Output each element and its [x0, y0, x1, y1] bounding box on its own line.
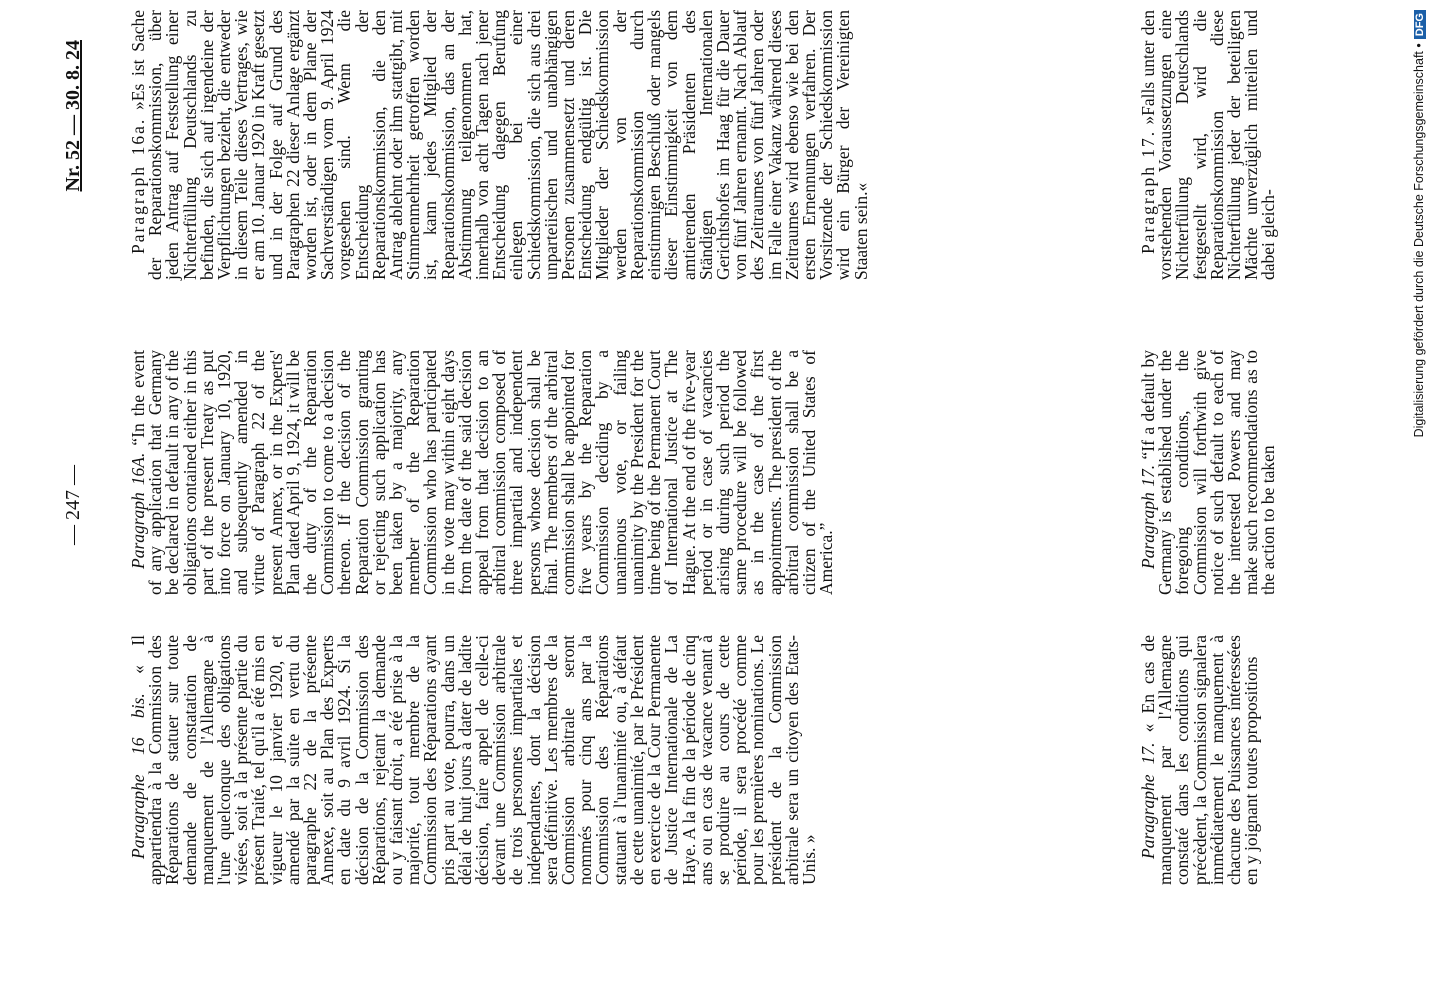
paragraph-heading: Paragraph 16a.	[128, 117, 148, 254]
paragraph-heading: Paragraphe 17.	[1138, 742, 1158, 859]
paragraph-body: “If a default by Germany is established under the foregoing conditions, the Commission will forthwith give notice of such default to each of the interested Powers and may make such recommendations as to the action to be taken	[1138, 350, 1279, 595]
french-paragraph-16bis	[130, 635, 818, 885]
paragraph-heading: Paragraphe 16 bis.	[128, 693, 148, 859]
paragraph-heading: Paragraph 17.	[1138, 464, 1158, 569]
paragraph-body: »Es ist Sache der Reparationskommission, über jeden Antrag auf Feststellung einer Nichterfüllung Deutschlands zu befinden, die sich auf irgendeine der Verpflichtungen bezieht, die entweder in diesem Teile dieses Vertrages, wie er am 10. Januar 1920 in Kraft gesetzt und in der Folge auf Grund des Paragraphen 22 dieser Anlage ergänzt worden ist, oder in dem Plane der Sachverständigen vom 9. April 1924 vorgesehen sind. Wenn die Entscheidung der Reparationskommission, die den Antrag ablehnt oder ihm stattgibt, mit Stimmenmehrheit getroffen worden ist, kann jedes Mitglied der Reparationskommission, das an der Abstimmung teilgenommen hat, innerhalb von acht Tagen nach jener Entscheidung dagegen Berufung einlegen bei einer Schiedskommission, die sich aus drei unparteiischen und unabhängigen Personen zusammensetzt und deren Entscheidung endgültig ist. Die Mitglieder der Schiedskommission werden von der Reparationskommission durch einstimmigen Beschluß oder mangels dieser Einstimmigkeit von dem amtierenden Präsidenten des Ständigen Internationalen Gerichtshofes im Haag für die Dauer von fünf Jahren ernannt. Nach Ablauf des Zeitraumes von fünf Jahren oder im Falle einer Vakanz während dieses Zeitraumes wird ebenso wie bei den ersten Ernennungen verfahren. Der Vorsitzende der Schiedskommission wird ein Bürger der Vereinigten Staaten sein.«	[128, 10, 871, 280]
paragraph-body: »Falls unter den vorstehenden Voraussetzungen eine Nichterfüllung Deutschlands festgestellt wird, wird die Reparationskommission diese Nichterfüllung jeder der beteiligten Mächte unverzüglich mitteilen und dabei gleich-	[1138, 10, 1279, 280]
page-header	[62, 40, 102, 970]
issue-number: Nr. 52 — 30. 8. 24	[62, 40, 84, 192]
paragraph-body: “In the event of any application that Germany be declared in default in any of the obligations contained either in this part of the present Treaty as put into force on January 10, 1920, and subsequently amended in virtue of Paragraph 22 of the present Annex, or in the Experts' Plan dated April 9, 1924, it will be the duty of the Reparation Commission to come to a decision thereon. If the decision of the Reparation Commission granting or rejecting such application has been taken by a majority, any member of the Reparation Commission who has participated in the vote may within eight days from the date of the said decision appeal from that decision to an arbitral commission composed of three impartial and independent persons whose decision shall be final. The members of the arbitral commission shall be appointed for five years by the Reparation Commission deciding by a unanimous vote, or failing unanimity by the President for the time being of the Permanent Court of International Justice at The Hague. At the end of the five-year period or in case of vacancies arising during such period the same procedure will be followed as in the case of the first appointments. The president of the arbitral commission shall be a citizen of the United States of America.”	[128, 350, 837, 595]
page-number: — 247 —	[62, 465, 84, 545]
dfg-logo: DFG	[1414, 10, 1426, 39]
english-paragraph-17	[1140, 350, 1278, 595]
dfg-watermark	[1412, 10, 1426, 990]
german-paragraph-16a	[130, 10, 870, 280]
paragraph-body: « Il appartiendra à la Commission des Réparations de statuer sur toute demande de constatation de manquement de l'Allemagne à l'une quelconque des obligations visées, soit à la présente partie du présent Traité, tel qu'il a été mis en vigueur le 10 janvier 1920, et amendé par la suite en vertu du paragraphe 22 de la présente Annexe, soit au Plan des Experts en date du 9 avril 1924. Si la décision de la Commission des Réparations, rejetant la demande ou y faisant droit, a été prise à la majorité, tout membre de la Commission des Réparations ayant pris part au vote, pourra, dans un délai de huit jours à dater de ladite décision, faire appel de celle-ci devant une Commission arbitrale de trois personnes impartiales et indépendantes, dont la décision sera définitive. Les membres de la Commission arbitrale seront nommés pour cinq ans par la Commission des Réparations statuant à l'unanimité ou, à défaut de cette unanimité, par le Président en exercice de la Cour Permanente de Justice Internationale de La Haye. A la fin de la période de cinq ans ou en cas de vacance venant à se produire au cours de cette période, il sera procédé comme pour les premières nominations. Le président de la Commission arbitrale sera un citoyen des Etats-Unis. »	[128, 635, 819, 885]
french-paragraph-17	[1140, 635, 1260, 885]
watermark-text: Digitalisierung gefördert durch die Deutsche Forschungsgemeinschaft •	[1412, 43, 1426, 438]
english-paragraph-16a	[130, 350, 835, 595]
paragraph-heading: Paragraph 16A.	[128, 452, 148, 569]
paragraph-body: « En cas de manquement par l'Allemagne constaté dans les conditions qui précèdent, la Commission signalera immédiatement le manquement à chacune des Puissances intéressées en y joignant toutes propositions	[1138, 634, 1262, 885]
paragraph-heading: Paragraph 17.	[1138, 129, 1158, 254]
german-paragraph-17	[1140, 10, 1278, 280]
